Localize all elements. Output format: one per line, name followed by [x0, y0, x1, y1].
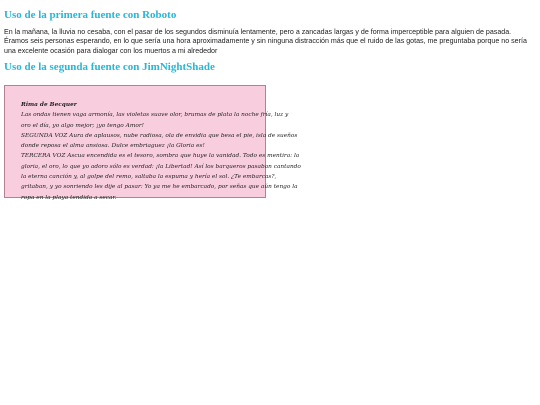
poem-line: TERCERA VOZ Ascua encendida es el tesoro, sombra que huye la vanidad. Todo es mentira: la: [21, 153, 300, 160]
poem-title: Rima de Becquer: [21, 102, 77, 108]
poem-text: [21, 100, 301, 203]
poem-line: gloria, el oro, lo que yo adoro sólo es verdad: ¡la Libertad! Así los barqueros pasaban cantando: [21, 163, 301, 170]
poem-line: gritaban, y yo sonriendo les dije al pasar: Yo ya me he embarcado, por señas que aún tengo la: [21, 184, 298, 191]
poem-line: donde reposa el alma ansiosa. Dulce embriaguez ¡la Gloria es!: [21, 143, 205, 150]
section-title-roboto: Uso de la primera fuente con Roboto: [4, 9, 177, 21]
section-title-jimnightshade: Uso de la segunda fuente con JimNightShade: [4, 61, 215, 73]
poem-line: la eterna canción y, al golpe del remo, saltaba la espuma y hería el sol. ¿Te embarcas?,: [21, 174, 277, 181]
poem-line: SEGUNDA VOZ Aura de aplausos, nube radiosa, ola de envidia que besa el pie, isla de sueños: [21, 132, 298, 139]
poem-line: oro el día, yo algo mejor; ¡yo tengo Amor!: [21, 122, 144, 129]
paragraph-roboto: En la mañana, la lluvia no cesaba, con el pasar de los segundos disminuía lentamente, pero a zancadas largas y de forma imperceptible para alguien de pasada. Éramos seis personas esperando, en lo que sería una hora aproximadamente y sin ninguna distracción más que el ruido de las gotas, me preguntaba porque no sería una excelente ocasión para dialogar con los muertos a mi alrededor: [4, 28, 527, 55]
poem-line: ropa en la playa tendida a secar.: [21, 194, 117, 201]
poem-line: Las ondas tienen vaga armonía, las violetas suave olor, brumas de plata la noche fría, luz y: [21, 112, 289, 119]
poem-box: [4, 85, 301, 201]
